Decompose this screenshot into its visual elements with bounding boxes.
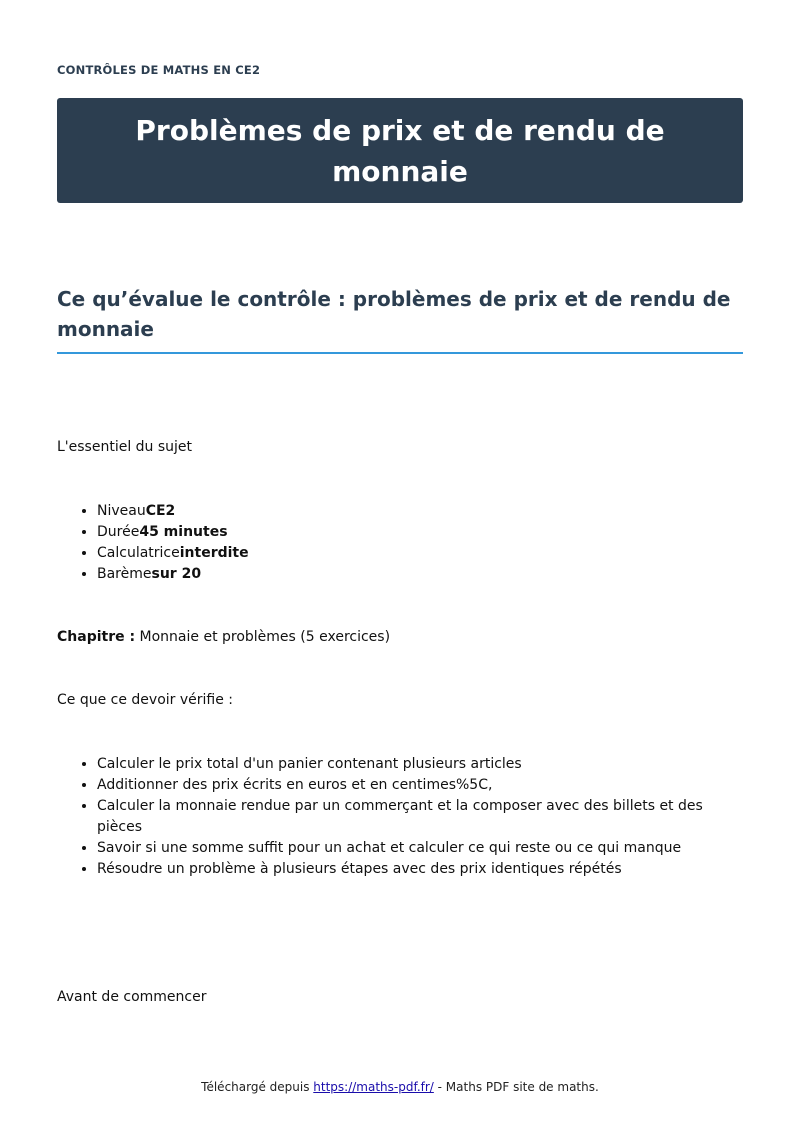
essentials-list — [57, 501, 743, 585]
list-item: • Calculer la monnaie rendue par un commerçant et la composer avec des billets et des pièces — [97, 796, 743, 838]
series-kicker: CONTRÔLES DE MATHS EN CE2 — [57, 63, 261, 77]
page-title: Problèmes de prix et de rendu de monnaie — [135, 113, 665, 188]
item-value: CE2 — [145, 503, 176, 519]
footer-suffix: - Maths PDF site de maths. — [433, 1080, 599, 1094]
footer — [0, 1080, 800, 1094]
footer-link[interactable]: https://maths-pdf.fr/ — [313, 1080, 434, 1094]
list-item — [97, 501, 743, 522]
footer-prefix: Téléchargé depuis — [201, 1080, 314, 1094]
list-item: • Calculer le prix total d'un panier contenant plusieurs articles — [97, 754, 743, 775]
list-item: • Additionner des prix écrits en euros et en centimes%5C, — [97, 775, 743, 796]
chapter-label: Chapitre : — [57, 629, 136, 645]
list-item — [97, 543, 743, 564]
essentials-heading: L'essentiel du sujet — [57, 439, 193, 455]
section-title: Ce qu’évalue le contrôle : problèmes de prix et de rendu de monnaie — [57, 284, 743, 354]
item-value: sur 20 — [151, 566, 202, 582]
list-item — [97, 564, 743, 585]
item-label: Barème — [97, 566, 152, 582]
item-label: Niveau — [97, 503, 146, 519]
checks-heading: Ce que ce devoir vérifie : — [57, 692, 234, 708]
item-value: interdite — [179, 545, 249, 561]
list-item — [97, 522, 743, 543]
list-item: • Savoir si une somme suffit pour un achat et calculer ce qui reste ou ce qui manque — [97, 838, 743, 859]
chapter-value: Monnaie et problèmes (5 exercices) — [139, 629, 391, 645]
item-label: Calculatrice — [97, 545, 180, 561]
item-value: 45 minutes — [139, 524, 228, 540]
chapter-line — [57, 627, 390, 648]
before-heading: Avant de commencer — [57, 989, 207, 1005]
title-banner — [57, 98, 743, 203]
item-label: Durée — [97, 524, 140, 540]
list-item: • Résoudre un problème à plusieurs étapes avec des prix identiques répétés — [97, 859, 743, 880]
checks-list — [57, 754, 743, 880]
